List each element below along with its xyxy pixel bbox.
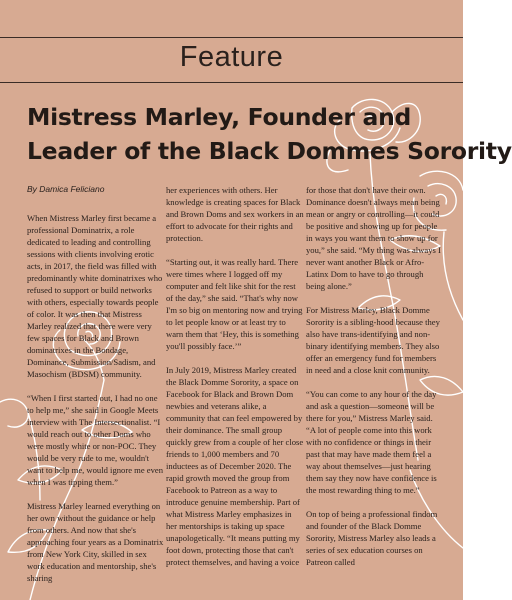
byline: By Damica Feliciano	[27, 184, 105, 194]
paragraph: for those that don't have their own. Dominance doesn't always mean being mean or angry or controlling—it could be positive and showing up for people in ways you want them to show up for you,” she said. “My thing was always I never want another Black or Afro-Latinx Dom to have to go through being alone.”	[306, 185, 441, 291]
headline-line-1: Mistress Marley, Founder and	[27, 103, 412, 131]
header-rule-top	[0, 37, 463, 38]
paragraph: “You can come to any hour of the day and ask a question—someone will be there for you,” Mistress Marley said. “A lot of people come into this work with no confidence or things in their past that may have made them feel a way about themselves—just hearing them say they now have confidence is the most rewarding thing to me.”	[306, 389, 437, 495]
section-label: Feature	[179, 41, 284, 73]
article-column-3	[306, 184, 444, 568]
article-headline	[27, 100, 512, 168]
paragraph: her experiences with others. Her knowledge is creating spaces for Black and Brown Doms and sex workers in an effort to advocate for their rights and protection.	[166, 185, 304, 243]
paragraph: Mistress Marley learned everything on her own without the guidance or help from others. And now that she's approaching four years as a Dominatrix from New York City, skilled in sex work education and mentorship, she's sharing	[27, 501, 164, 583]
paragraph: When Mistress Marley first became a professional Dominatrix, a role dedicated to leading and controlling sessions with clients involving erotic acts, in 2017, the field was filled with predominantly white dominatrixes who refused to support or build networks with others, especially towards people of color. It was then that Mistress Marley realized that there were very few spaces for Black and Brown dominatrixes in the Bondage, Dominance, Submission/Sadism, and Masochism (BDSM) community.	[27, 213, 163, 379]
paragraph: For Mistress Marley, Black Domme Sorority is a sibling-hood because they also have trans-identifying and non-binary identifying members. They also offer an emergency fund for members in need and a close knit community.	[306, 305, 440, 375]
paragraph: “Starting out, it was really hard. There were times where I logged off my computer and felt like shit for the rest of the day,” she said. “That's why now I'm so big on mentoring now and trying to let people know or at least try to warn them that ‘Hey, this is something you'll possibly face.’”	[166, 257, 303, 351]
paragraph: In July 2019, Mistress Marley created the Black Domme Sorority, a space on Facebook for Black and Brown Dom newbies and veterans alike, a community that can feel empowered by their dominance. The small group quickly grew from a couple of her close friends to 1,000 members and 70 inductees as of December 2020. The rapid growth moved the group from Facebook to Patreon as a way to introduce genuine membership. Part of what Mistress Marley emphasizes in her mentorships is taking up space unapologetically. “It means putting my foot down, protecting those that can't protect themselves, and having a voice	[166, 365, 304, 567]
header-rule-bottom	[0, 82, 463, 83]
paragraph: On top of being a professional findom and founder of the Black Domme Sorority, Mistress Marley also leads a series of sex education courses on Patreon called	[306, 509, 438, 567]
headline-line-2: Leader of the Black Dommes Sorority	[27, 137, 512, 165]
article-column-1	[27, 212, 165, 584]
article-column-2	[166, 184, 304, 568]
paragraph: “When I first started out, I had no one to help me,” she said in Google Meets interview with The Intersectionalist. “I would reach out to other Doms who were mostly white or non-POC. They would be very rude to me, wouldn't want to help me, would ignore me even when I was tipping them.”	[27, 393, 164, 487]
